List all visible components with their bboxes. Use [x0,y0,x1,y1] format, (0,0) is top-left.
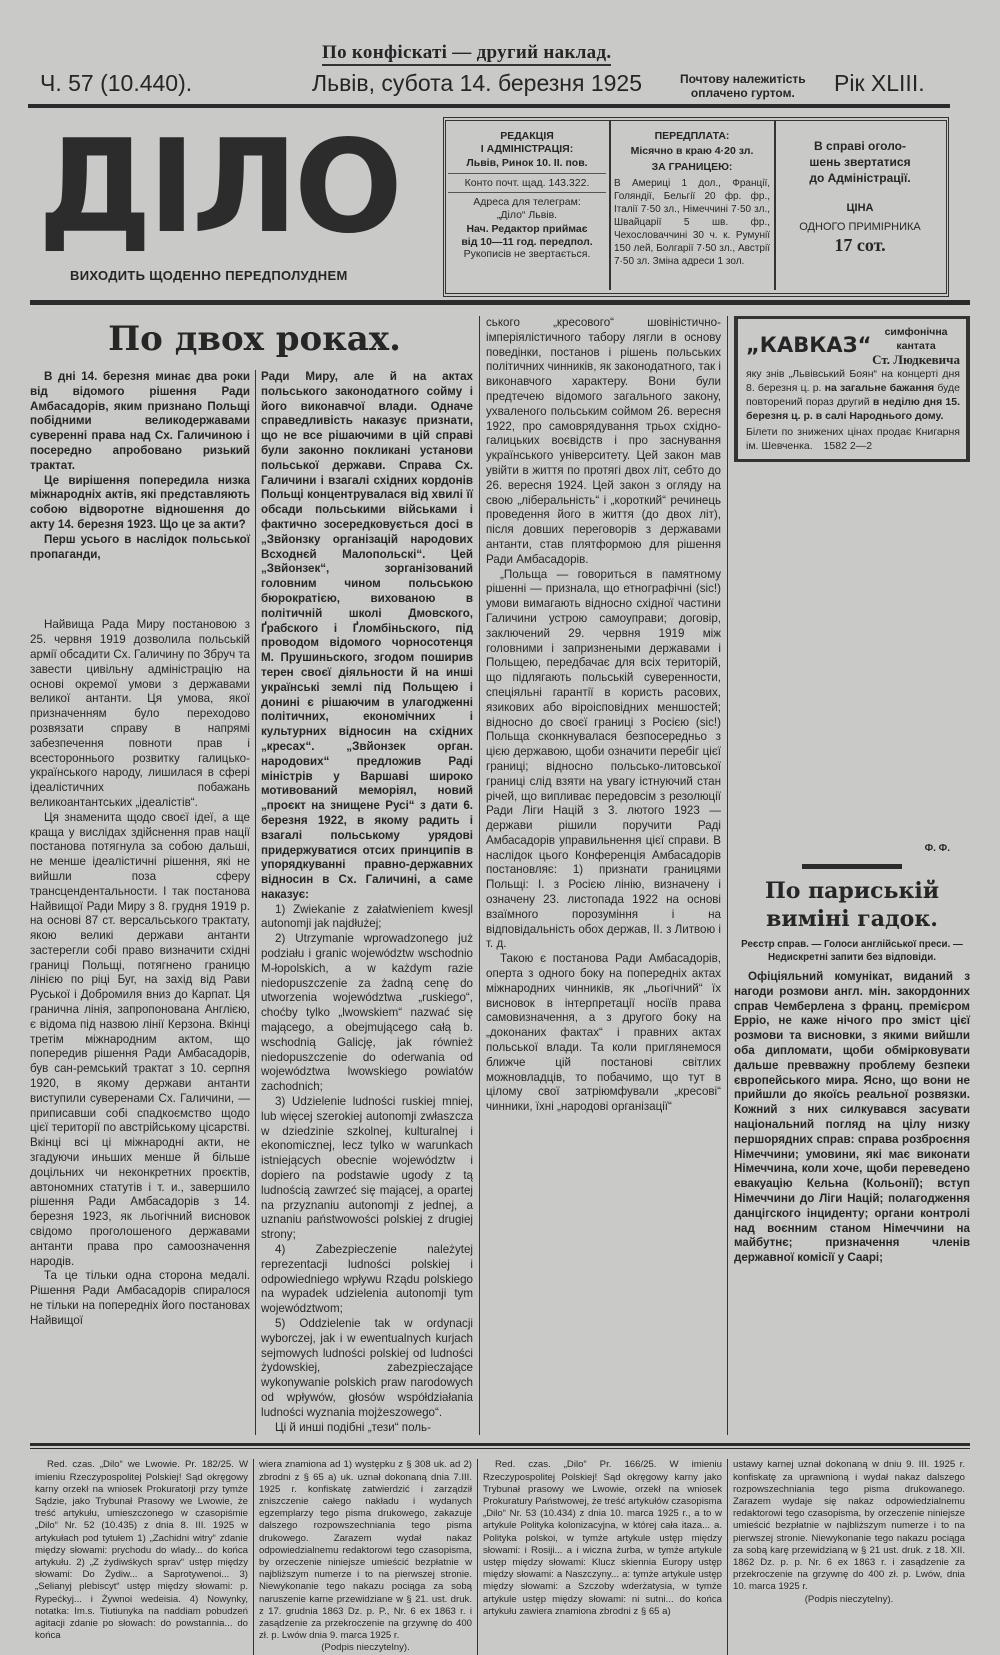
dateline: Львів, субота 14. березня 1925 [312,70,642,96]
article-column-3 [480,316,728,1435]
kavkaz-text-bold: в неділю дня 15. березня ц. р. в салі Народнього дому. [746,396,961,422]
notice-text: ustawy karnej uznał dokonaną w dniu 9. III. 1925 r. konfiskatę za uprawnioną i wydał nakaz dalszego rozpowszechniania tego pisma drukowanego. Zarazem wydaje się nakaz odpowiedzialnemu redaktorowi tego czasopisma, by orzeczenie niniejsze umieścić bezpłatnie w najbliższym numerze i to na pierwszej stronie. Niewykonanie tego nakazu pociąga za sobą karę przewidzianą w § 21 ust. druk. z 18. XII. 1862 Dz. p. p. Nr. 6 ex 1863 r. i zasądzenie za przekroczenie na grzywnę do 400 zł. p. Lwów, dnia 10. marca 1925 r. [733,1459,965,1593]
price-heading: ЦІНА [846,202,874,214]
signature: Ф. Ф. [924,843,950,854]
notices-row [30,1459,970,1654]
notice-col-4 [728,1459,970,1654]
lead-article [30,316,480,1435]
articles-row [30,316,970,1435]
paragraph: Та це тільки одна сторона медалі. Рішення Ради Амбасадорів спиралося не тільки на попередніх його постановах Найвищої [30,1269,250,1327]
paragraph: Ці й инші подібні „тези“ поль- [275,1420,431,1434]
paragraph: 2) Utrzymanie wprowadzonego już podziału i granic województw wschodnio M-łopolskich, a w każdym razie niedopuszczenie za żadną cenę do utworzenia województwa „ruskiego“, choćby tylko „lwowskiem“ nazwać się mającego, a obejmującego całą b. wschodnią Galicję, jak również niedopuszczenie do oderwania od województwa lwowskiego powiatów zachodnich; [261,932,473,1094]
notice-text: Red. czas. „Dilo“ we Lwowie. Pr. 182/25. W imieniu Rzeczypospolitej Polskiej! Sąd okręgowy karny orzekł na wniosek Prokuratorji przy tymże Sądzie, jako Trybunał Prasowy we Lwowie, że treść artykułu, umieszczonego w czasopiśmie „Dilo“ Nr. 52 (10.435) z dnia 8. III. 1925 w artykułach pod tytułem 1) „Zachidni witry“ zdanie między słowami: prychodu do wlady... do końca artykułu. 2) „Z żydiwśkych sprav“ ustęp między słowami: Do Żydiw... a Saprotywenoi... 3) „Selianyj plebiscyt“ ustęp między słowami: p. Rypećkyj... i Żywnoi wedeisia. 4) Nowynky, notatka: Im.s. Tiutiunyka na naddiam pobudzeń agitacji zdanie po słowach: do powstannia... do końca [35,1459,248,1642]
page-body [30,316,970,1655]
editorial-heading: І АДМІНІСТРАЦІЯ: [480,142,574,155]
postage-line: оплачено гуртом. [690,86,795,100]
kavkaz-genre: кантата [896,340,936,352]
postage-line: Почтову належитість [680,72,806,86]
kavkaz-title: „КАВКАЗ“ [746,333,872,357]
paragraph: „Польща — говориться в памятному рішенні — признала, що етнографічні (sic!) умови вимагають відносно східної частини Галичини устрою самоуправи; договір, заключений 29. червня 1919 між головними і запризнеными державами і Польщею, передбачає для всіх територій, що підлягають польській суверенности, спеціяльні гарантії в користь расових, язикових або віроісповідних меншостей; відносно до своєї границі з Росією (sic!) Польща сконкнувалася безпосередньо з цією державою, щоби означити перебіг цієї границі; відносно польсько-литовської границі слід взяти на увагу істнуючий стан річей, що випливає передовсім з резолюції Ради Ліги Націй з 3. лютого 1923 — держави рішили поручити Раді Амбасадорів управильнення цієї справи. В наслідок цього Конференція Амбасадорів постановляє: 1) признати границями Польщі: I. з Росією лінію, визначену і означену 23. листопада 1922 на основі взаїмного порозуміння і на відповідальність обох держав, II. з Литвою і т. д. [486,567,721,951]
manuscripts-note: Рукописів не звертається. [463,248,591,260]
newspaper-title: ДІЛО [38,113,399,262]
editorial-heading: РЕДАКЦІЯ [500,130,554,142]
notice-signature: (Podpis nieczytelny). [321,1642,410,1654]
paris-article-body [734,970,970,1266]
paragraph: 5) Oddzielenie tak w ordynacji wyborczej, jak i w ewentualnych kurjach sejmowych ludności polskiej od ludności żydowskiej, zabezpieczające wykonywanie polskich praw narodowych od wpływów, głosów współdziałania ludności wyznania mojżeszowego“. [261,1317,473,1419]
paragraph: Перш усього в наслідок польської пропаганди, [30,532,250,561]
notice-col-3 [478,1459,728,1654]
notice-col-1 [30,1459,254,1654]
paragraph: 4) Zabezpieczenie należytej reprezentacji ludności polskiej i odpowiedniego wpływu Rządu polskiego na wypadek udzielenia autonomji tym województwom; [261,1243,473,1316]
newspaper-subtitle: ВИХОДИТЬ ЩОДЕННО ПЕРЕДПОЛУДНЕМ [70,268,348,283]
ads-box [780,138,940,253]
paragraph: ського „кресового“ шовіністично-імперіялістичного табору лягли в основу поведінки, постанов і рішень польських політичних чинників, як законодатного, так і виконавчого характеру. Вони були предтечею відомого загального закону, ухваленого польським соймом 26. вересня 1922, про самоврядування трьох східно-галицьких воєвідств і про заснування українського університету. Цей закон мав увійти в життя по протягі двох літ, себто до 26. вересня 1924. Цей закон з огляду на свою „ліберальність“ і „короткий“ речинець проведення його в життя (до двох літ), після довших переговорів з державами антанти, став плятформою для рішення Ради Амбасадорів. [486,316,721,566]
ads-note: до Адміністрації. [809,171,911,185]
kavkaz-text: буде повторений пораз другий [746,382,961,408]
subscription-abroad-text: В Америці 1 дол., Франції, Голяндії, Бельгії 20 фр. фр., Італії 7·50 зл., Німеччині 7·50 зл., Швайцарії 5 шв. фр., Чехословаччині 30 ч. к. Румунії 150 лей, Болгарії 7·50 зл., Австрії 7·50 зл. Зміна адреси 1 зол. [614,177,770,267]
kavkaz-genre: симфонічна [884,326,948,338]
subscription-abroad-heading: ЗА ГРАНИЦЕЮ: [651,161,733,173]
paragraph: 1) Zwiekanie z załatwieniem kwesjl autonomji jak najdłużej; [261,902,473,931]
kavkaz-text: яку знів „Львівський Боян“ на концерті дня 8. березня ц. р. [746,368,960,394]
price-label: ОДНОГО ПРИМІРНИКА [799,221,921,233]
paragraph: 3) Udzielenie ludności ruskiej mniej, lub więcej szerokiej autonomji zwłaszcza w dziedzinie szkolnej, kulturalnej i ekonomicznej, lecz tylko w warunkach istniejących obecnie województw i dopiero na podstawie ugody z tą ludnością zawrzeć się mającej, a opartej na przyznaniu autonomji z jednej, a uznaniu państwowości polskiej z drugiej strony; [261,1095,473,1242]
paragraph: В дні 14. березня минає два роки від відомого рішення Ради Амбасадорів, яким признано Польщі побідними великодержавами суверенні права над Сх. Галичиною і посередно апробовано ризький трактат. [30,370,250,472]
subscription-heading: ПЕРЕДПЛАТА: [654,130,730,142]
editor-hours: Нач. Редактор приймає [466,223,588,235]
reprint-note: По конфіскаті — другий наклад. [322,42,611,66]
price: 17 сот. [834,235,886,255]
article-column-2 [256,370,478,1435]
paragraph: Такою є постанова Ради Амбасадорів, оперта з одного боку на попередніх актах міжнародних чинників, як „льогічний“ їх висновок в інтерпретації носіїв права самовизначення, а з другого боку на „доконаних фактах“ і правних актах польської влади. Та коли приглянемося ближче цій постанові світлих можновладців, то побачимо, що тут в цілому свої затріюмфували „кресові“ чинники, їхні „народові організації“ [486,952,721,1114]
article-title: По двох роках. [108,319,401,359]
postage-note [680,72,806,100]
notice-signature: (Podpis nieczytelny). [804,1593,894,1605]
paragraph: Найвища Рада Миру постановою з 25. червня 1919 дозволила польській армії обсадити Сх. Галичину по Збруч та завести цивільну адміністрацію на основі окремої умови з державами великої антанти. Ця умова, якої призначенням було переходово розвязати справу в напрямі забезпечення повноти прав і всестороннього розвитку галицько-українського народу, лишилася в сфері ідеалістичних побажань великоантантських „ідеалістів“. [30,618,250,809]
notices-rule [30,1443,970,1446]
section-rule [802,864,902,869]
editorial-box [448,130,606,261]
kavkaz-composer: Ст. Людкевича [872,352,960,367]
telegram-address: Адреса для телеграм: [473,196,581,208]
paris-article-title: По париській виміні гадок. [764,878,940,932]
notice-col-2 [254,1459,478,1654]
kavkaz-tickets: Білети по знижених цінах продає Книгарня ім. Шевченка. [746,426,960,452]
postal-account: Конто почт. щад. 143.322. [448,177,606,194]
header-rule [30,300,970,305]
editorial-address: Львів, Ринок 10. II. пов. [448,157,606,174]
ads-note: шень звертатися [809,155,911,169]
right-column [728,316,970,1435]
kavkaz-text-bold: на загальне бажання [824,382,935,394]
kavkaz-ad [734,316,970,462]
article-column-1 [30,370,256,1435]
paragraph: Ця знаменита щодо своєї ідеї, а ще краща у вислідах здійснення прав нації постанова потягнула за собою дальші, не менше ідеалістичні рішення, які не вийшли поза сферу трансцендентальности. І так постанова Найвищої Ради Миру з 8. грудня 1919 р. на основі 87 ст. версальського трактату, якою великі держави антанти застерегли собі право визначити східні границі Польщі, потягнено границю лінією по ріці Буг, на захід від Рави Руської і Добромиля вниз до Карпат. Ця гранична лінія, запропонована Англією, є відома під назвою лінії Керзона. Вкінці третім міжнародним актом, що попередив рішення Ради Амбасадорів, був сан-ремський трактат з 10. серпня 1920, в якому держави антанти виступили суверенами Сх. Галичини, — приписавши собі спадкоємство щодо цієї території по австрійському цісарстві. Вкінці всі ці міжнародні акти, не згадуючи иньших менше й більше доцільних чи неконкретних проєктів, автономних статутів і т. и., завершило рішення Ради Амбасадорів з 14. березня 1923, як льогічний висновок свідомо проголошеного державами антанти права про самоозначення народів. [30,810,250,1268]
year: Рік XLIII. [834,70,925,96]
issue-number: Ч. 57 (10.440). [40,70,193,96]
ads-note: В справі оголо- [814,139,906,153]
telegram-address: „Діло“ Львів. [496,208,558,221]
kavkaz-code: 1582 2—2 [823,440,873,452]
subscription-monthly: Місячно в краю 4·20 зл. [630,144,754,157]
paragraph: Офіціяльний комунікат, виданий з нагоди розмови англ. мін. закордонних справ Чемберлена з франц. премієром Ерріо, не каже нічого про зміст цієї розмови та висновки, з якими вийшли оба дипломати, щоби обмірковувати дальше превважну проблему безпеки європейського мира. Ясно, що вони не прийшли до якоїсь реальної розвязки. Кожний з них силкувався засувати національний погляд на цілу низку першорядних справ: справа розброєння Німеччини; умовини, які має виконати Німеччина, коли хоче, щоби переведено евакуацію Кельна (Кольонії); вступ Німеччини до Ліги Націй; полагодження данцігского інциденту; органи контролі над воєнним станом Німеччини на майбутнє; призначення членів державної комісії у Саарі; [734,970,970,1265]
notice-text: wiera znamiona ad 1) występku z § 308 uk. ad 2) zbrodni z § 65 a) uk. uznał dokonaną dnia 7.III. 1925 r. konfiskatę zatwierdzić i zarządził zniszczenie całego nakładu i wydanych egzemplarzy tego pisma drukowego, zakazuje dalszego rozpowszechniania tego pisma drukowego. Zarazem wydał nakaz odpowiedzialnemu redaktorowi tego czasopisma, by orzeczenie niniejsze umieścić bezpłatnie w najbliższym numerze i to na pierwszej stronie. Niewykonanie tego nakazu pociąga za sobą naruszenie karne przewidziane w § 21. ust. druk. z 17. grudnia 1863 Dz. p. P., Nr. 6 ex 1863 r. i zasądzenie za przekroczenie na grzywnę do 400 zł. p. Lwów dnia 9. marca 1925 r. [259,1459,472,1642]
paris-article-summary: Реєстр справ. — Голоси англійської преси. — Недискретні запити без відповіди. [741,939,963,963]
paragraph: Ради Миру, але й на актах польського законодатного сойму і його виконавчої влади. Одначе справедливість наказує признати, що не все рішаючими в цій справі були законно покликані установи польської держави. Справа Сх. Галичини і взагалі східних кордонів Польщі концентрувалася від хвилі її обсади польськими військами і фактично зосередковується досі в „Звйонзку організацій народових Всходнєй Малопольскі“. Цей „Звйонзек“, зорганізований головним чином польською бюрократією, вихованою в політичній школі Дмовского, Ґрабского і Ґломбіньского, під проводом відомого чорносотенця М. Прушиньского, згодом поширив терен своєї діяльности й на инші українські землі під Польщею і донині є рішаючим в улагодженні політичних, економічних і культурних відносин на східних „кресах“. „Звйонзек орган. народових“ предложив Раді міністрів у Варшаві широко мотивований меморіял, новий „проєкт на знищене Русі“ з дати 6. березня 1922, в якому радить і взагалі польському урядові придержуватися отсих принципів в упорядкуванні правно-державних відносин в Сх. Галичині, а саме наказує: [261,370,473,901]
editor-hours: від 10—11 год. передпол. [461,235,593,248]
notice-text: Red. czas. „Dilo“ Pr. 166/25. W imieniu Rzeczypospolitej Polskiej! Sąd okręgowy karny jako Trybunał prasowy we Lwowie, orzekł na wniosek Prokuratury Państwowej, że treść artykułów czasopisma „Dilo“ Nr. 53 (10.434) z dnia 10. marca 1925 r., a to w artykule Polityka kolonizacyjna, w której cała itaza... a. Polityka polskoi, w tymże artykule ustęp między słowami: i Rosiji... a i wiczna żurba, w tymże artykule ustęp między słowami: Klucz skiennia Europy ustęp między słowami: a Naszczyny... a: tymże artykule ustęp między słowami: a Szczoby wderżatysia, w tymże artykule ustęp między słowami: ni sutni... do końca artykułu zawiera znamiona zbrodni z § 65 a) [483,1459,722,1617]
notices-rule [30,1448,970,1449]
paragraph: Це вирішення попередила низка міжнародніх актів, які представляють собою відворотне відношення до акту 14. березня 1923. Що це за акти? [30,473,250,531]
masthead-rule [28,104,950,108]
subscription-box [614,130,770,268]
